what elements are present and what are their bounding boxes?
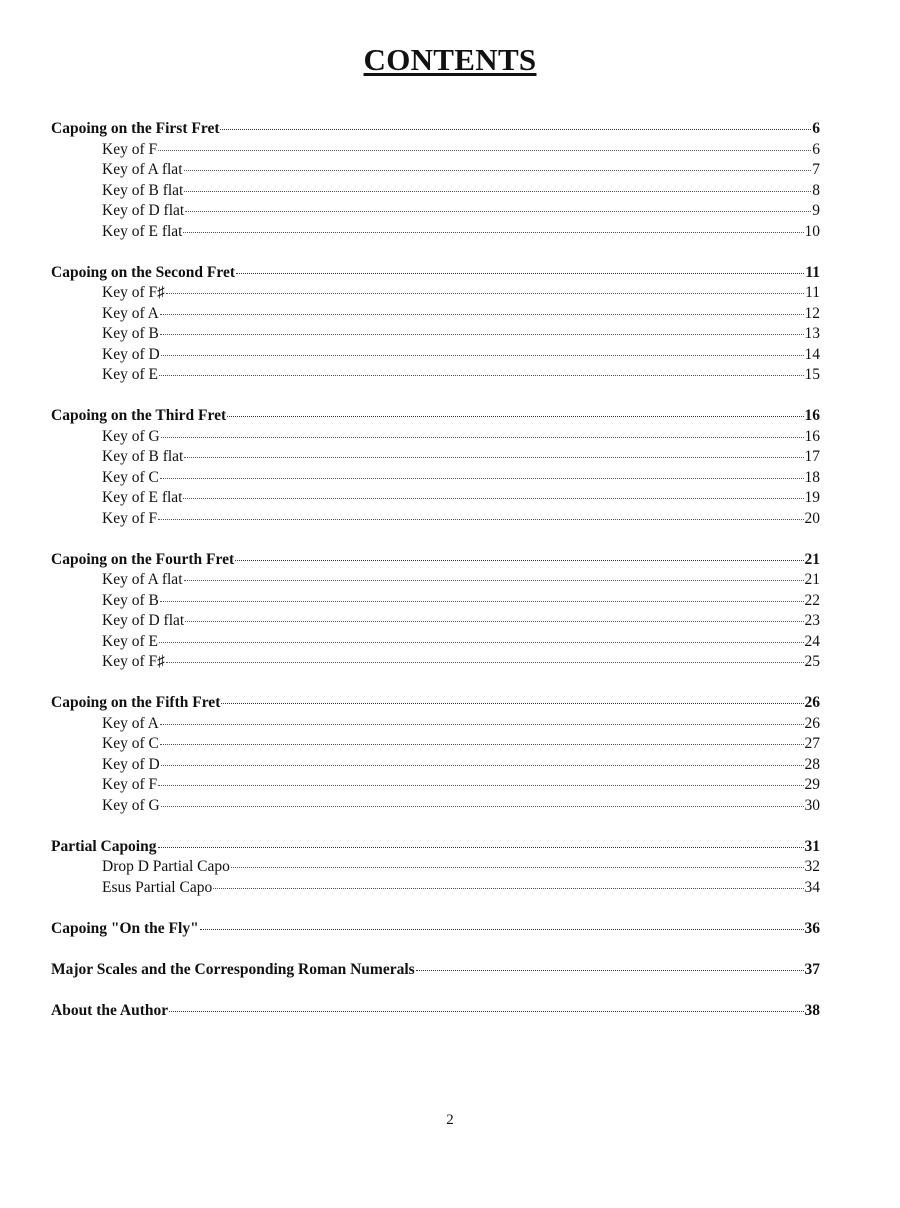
toc-heading-label: About the Author — [51, 1001, 169, 1019]
toc-entry-label: Esus Partial Capo — [102, 878, 213, 896]
toc-entry-row[interactable] — [51, 734, 820, 755]
toc-entry-page: 13 — [804, 325, 820, 342]
toc-entry-row[interactable] — [51, 857, 820, 878]
toc-heading-label: Partial Capoing — [51, 837, 157, 855]
toc-heading-label: Capoing on the Second Fret — [51, 263, 236, 281]
toc-entry-page: 26 — [804, 714, 820, 732]
toc-entry-page: 11 — [805, 284, 820, 301]
toc-entry-row[interactable] — [51, 796, 820, 817]
toc-heading-page: 37 — [804, 960, 820, 978]
toc-heading-label: Capoing on the Third Fret — [51, 407, 227, 424]
toc-entry-label: Key of F — [102, 140, 158, 158]
toc-heading-page: 11 — [805, 263, 820, 281]
dot-leader — [161, 805, 804, 807]
toc-heading-row[interactable] — [51, 1001, 820, 1022]
toc-entry-page: 16 — [804, 427, 820, 445]
toc-entry-label: Key of A — [102, 304, 159, 322]
toc-entry-row[interactable] — [51, 140, 820, 161]
toc-entry-row[interactable] — [51, 509, 820, 530]
dot-leader — [184, 579, 804, 581]
toc-entry-row[interactable] — [51, 755, 820, 776]
toc-heading-page: 16 — [804, 407, 820, 424]
toc-entry-label: Key of F♯ — [102, 653, 165, 670]
toc-entry-label: Key of E — [102, 366, 158, 383]
toc-heading-page: 21 — [804, 550, 820, 568]
dot-leader — [160, 723, 804, 725]
toc-entry-page: 23 — [804, 612, 820, 629]
toc-entry-label: Key of F — [102, 509, 158, 527]
toc-heading-page: 38 — [804, 1001, 820, 1019]
dot-leader — [221, 702, 803, 704]
toc-heading-row[interactable] — [51, 119, 820, 140]
toc-entry-row[interactable] — [51, 878, 820, 899]
toc-entry-row[interactable] — [51, 160, 820, 181]
toc-heading-row[interactable] — [51, 960, 820, 981]
toc-entry-row[interactable] — [51, 570, 820, 591]
dot-leader — [160, 313, 804, 315]
toc-heading-row[interactable] — [51, 919, 820, 940]
toc-section — [51, 550, 820, 673]
dot-leader — [185, 210, 811, 212]
toc-entry-label: Key of G — [102, 427, 160, 445]
toc-section — [51, 960, 820, 981]
toc-entry-label: Key of C — [102, 468, 159, 486]
dot-leader — [160, 600, 804, 602]
dot-leader — [158, 846, 804, 848]
toc-entry-row[interactable] — [51, 304, 820, 325]
dot-leader — [213, 887, 803, 889]
toc-entry-row[interactable] — [51, 652, 820, 673]
toc-entry-page: 32 — [804, 858, 820, 875]
toc-heading-page: 6 — [812, 120, 820, 137]
toc-entry-label: Key of A flat — [102, 571, 183, 588]
dot-leader — [183, 231, 803, 233]
toc-entry-row[interactable] — [51, 427, 820, 448]
dot-leader — [184, 190, 811, 192]
toc-entry-page: 12 — [804, 304, 820, 322]
dot-leader — [159, 641, 804, 643]
toc-entry-row[interactable] — [51, 488, 820, 509]
toc-entry-label: Key of D flat — [102, 612, 185, 629]
toc-entry-row[interactable] — [51, 447, 820, 468]
dot-leader — [159, 374, 804, 376]
toc-entry-row[interactable] — [51, 714, 820, 735]
toc-entry-row[interactable] — [51, 283, 820, 304]
toc-entry-page: 8 — [812, 181, 820, 199]
dot-leader — [161, 436, 804, 438]
dot-leader — [166, 661, 804, 663]
dot-leader — [160, 333, 804, 335]
toc-section — [51, 693, 820, 816]
dot-leader — [231, 866, 804, 868]
dot-leader — [160, 477, 804, 479]
toc-section — [51, 1001, 820, 1022]
toc-entry-row[interactable] — [51, 324, 820, 345]
toc-entry-row[interactable] — [51, 181, 820, 202]
toc-heading-row[interactable] — [51, 263, 820, 284]
dot-leader — [220, 128, 811, 130]
toc-heading-row[interactable] — [51, 550, 820, 571]
toc-entry-label: Key of F♯ — [102, 284, 165, 301]
toc-entry-page: 15 — [804, 366, 820, 383]
toc-section — [51, 837, 820, 899]
dot-leader — [158, 149, 811, 151]
dot-leader — [184, 169, 812, 171]
page-title: CONTENTS — [363, 42, 537, 77]
dot-leader — [185, 620, 803, 622]
toc-entry-page: 27 — [804, 735, 820, 752]
toc-entry-row[interactable] — [51, 468, 820, 489]
dot-leader — [161, 764, 804, 766]
table-of-contents — [51, 119, 820, 1042]
toc-entry-page: 10 — [804, 222, 820, 240]
toc-entry-page: 20 — [804, 509, 820, 527]
toc-entry-label: Key of D — [102, 345, 160, 363]
dot-leader — [184, 456, 803, 458]
dot-leader — [227, 415, 803, 417]
toc-entry-label: Key of B flat — [102, 448, 184, 465]
toc-entry-page: 24 — [804, 632, 820, 650]
toc-entry-page: 30 — [804, 796, 820, 814]
toc-entry-label: Key of B — [102, 591, 159, 609]
dot-leader — [235, 559, 803, 561]
toc-heading-label: Capoing on the Fifth Fret — [51, 694, 221, 711]
toc-heading-label: Capoing on the Fourth Fret — [51, 550, 235, 568]
toc-heading-page: 26 — [804, 694, 820, 711]
dot-leader — [183, 497, 803, 499]
toc-entry-label: Key of E — [102, 632, 158, 650]
toc-heading-page: 31 — [804, 837, 820, 855]
toc-entry-page: 7 — [812, 161, 820, 178]
dot-leader — [166, 292, 804, 294]
toc-entry-row[interactable] — [51, 365, 820, 386]
toc-entry-label: Key of D flat — [102, 202, 185, 219]
dot-leader — [160, 743, 804, 745]
toc-section — [51, 263, 820, 386]
toc-entry-label: Key of E flat — [102, 222, 183, 240]
toc-entry-label: Key of D — [102, 755, 160, 773]
toc-entry-page: 29 — [804, 776, 820, 793]
toc-entry-label: Key of B flat — [102, 181, 184, 199]
toc-entry-page: 22 — [804, 591, 820, 609]
toc-entry-page: 21 — [804, 571, 820, 588]
toc-section — [51, 406, 820, 529]
toc-entry-label: Key of G — [102, 796, 160, 814]
toc-entry-label: Key of E flat — [102, 489, 183, 506]
toc-entry-label: Key of F — [102, 776, 158, 793]
toc-section — [51, 119, 820, 242]
dot-leader — [169, 1010, 803, 1012]
toc-entry-label: Key of B — [102, 325, 159, 342]
toc-entry-label: Key of C — [102, 735, 159, 752]
toc-entry-page: 19 — [804, 489, 820, 506]
toc-heading-label: Major Scales and the Corresponding Roman Numerals — [51, 960, 415, 978]
toc-entry-row[interactable] — [51, 611, 820, 632]
toc-entry-row[interactable] — [51, 591, 820, 612]
dot-leader — [158, 518, 803, 520]
toc-heading-label: Capoing on the First Fret — [51, 120, 220, 137]
toc-entry-page: 14 — [804, 345, 820, 363]
toc-heading-page: 36 — [804, 919, 820, 937]
toc-entry-page: 34 — [804, 878, 820, 896]
toc-entry-page: 18 — [804, 468, 820, 486]
dot-leader — [200, 928, 804, 930]
toc-entry-label: Drop D Partial Capo — [102, 858, 230, 875]
toc-heading-row[interactable] — [51, 406, 820, 427]
toc-section — [51, 919, 820, 940]
toc-heading-label: Capoing "On the Fly" — [51, 919, 199, 937]
toc-entry-row[interactable] — [51, 201, 820, 222]
toc-entry-row[interactable] — [51, 222, 820, 243]
toc-heading-row[interactable] — [51, 693, 820, 714]
dot-leader — [161, 354, 804, 356]
toc-entry-row[interactable] — [51, 775, 820, 796]
toc-heading-row[interactable] — [51, 837, 820, 858]
toc-entry-page: 25 — [804, 653, 820, 670]
toc-entry-row[interactable] — [51, 632, 820, 653]
toc-entry-page: 28 — [804, 755, 820, 773]
toc-entry-page: 17 — [804, 448, 820, 465]
dot-leader — [158, 784, 803, 786]
page-number: 2 — [446, 1112, 454, 1128]
toc-entry-page: 6 — [812, 140, 820, 158]
toc-entry-page: 9 — [812, 202, 820, 219]
dot-leader — [416, 969, 804, 971]
toc-entry-label: Key of A — [102, 714, 159, 732]
dot-leader — [236, 272, 804, 274]
toc-entry-label: Key of A flat — [102, 161, 183, 178]
toc-entry-row[interactable] — [51, 345, 820, 366]
